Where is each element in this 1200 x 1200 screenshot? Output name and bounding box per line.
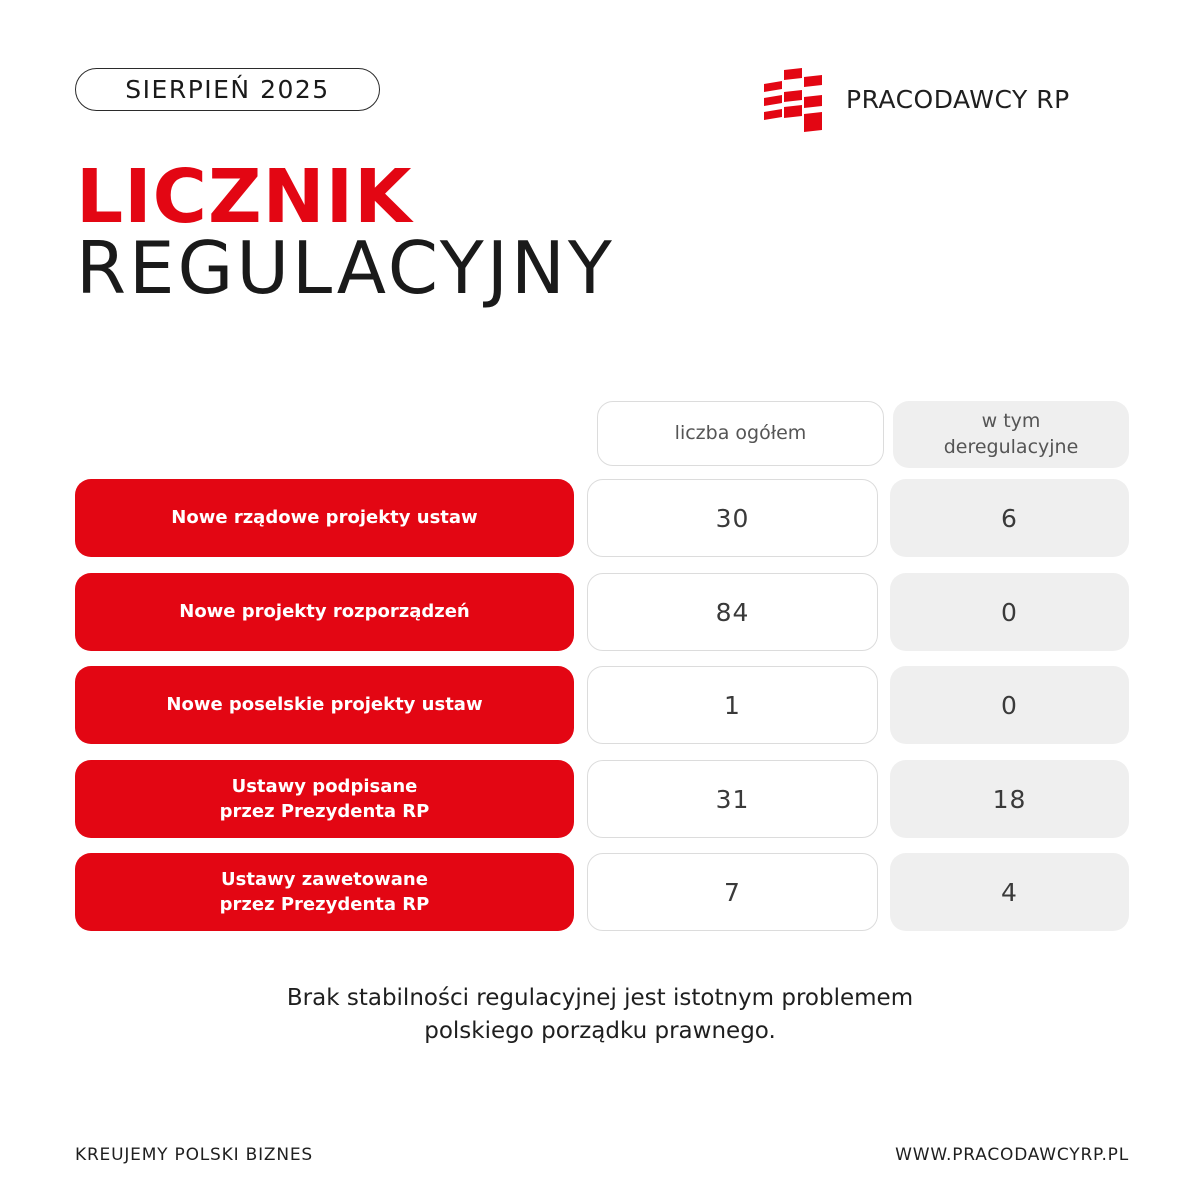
footer-website-link[interactable]: WWW.PRACODAWCYRP.PL	[895, 1145, 1129, 1165]
row-total-value: 84	[587, 573, 878, 651]
row-label: Ustawy podpisane przez Prezydenta RP	[75, 760, 574, 838]
page-title-line-1: LICZNIK	[76, 154, 413, 240]
checkered-flag-logo-icon	[764, 68, 832, 132]
row-label: Nowe rządowe projekty ustaw	[75, 479, 574, 557]
column-header-deregulatory: w tym deregulacyjne	[893, 401, 1129, 468]
row-deregulatory-value: 0	[890, 666, 1129, 744]
page-title-line-2: REGULACYJNY	[76, 226, 615, 310]
row-deregulatory-value: 6	[890, 479, 1129, 557]
column-header-total: liczba ogółem	[597, 401, 884, 466]
brand-logo	[764, 68, 1070, 132]
footer-slogan: KREUJEMY POLSKI BIZNES	[75, 1145, 313, 1165]
row-total-value: 31	[587, 760, 878, 838]
date-badge: SIERPIEŃ 2025	[75, 68, 380, 111]
row-total-value: 1	[587, 666, 878, 744]
row-label: Nowe poselskie projekty ustaw	[75, 666, 574, 744]
row-label: Nowe projekty rozporządzeń	[75, 573, 574, 651]
row-total-value: 30	[587, 479, 878, 557]
row-deregulatory-value: 0	[890, 573, 1129, 651]
row-deregulatory-value: 4	[890, 853, 1129, 931]
row-total-value: 7	[587, 853, 878, 931]
row-label: Ustawy zawetowane przez Prezydenta RP	[75, 853, 574, 931]
brand-name: PRACODAWCY RP	[846, 85, 1070, 114]
footnote: Brak stabilności regulacyjnej jest istotnym problemem polskiego porządku prawnego.	[286, 985, 914, 1045]
row-deregulatory-value: 18	[890, 760, 1129, 838]
